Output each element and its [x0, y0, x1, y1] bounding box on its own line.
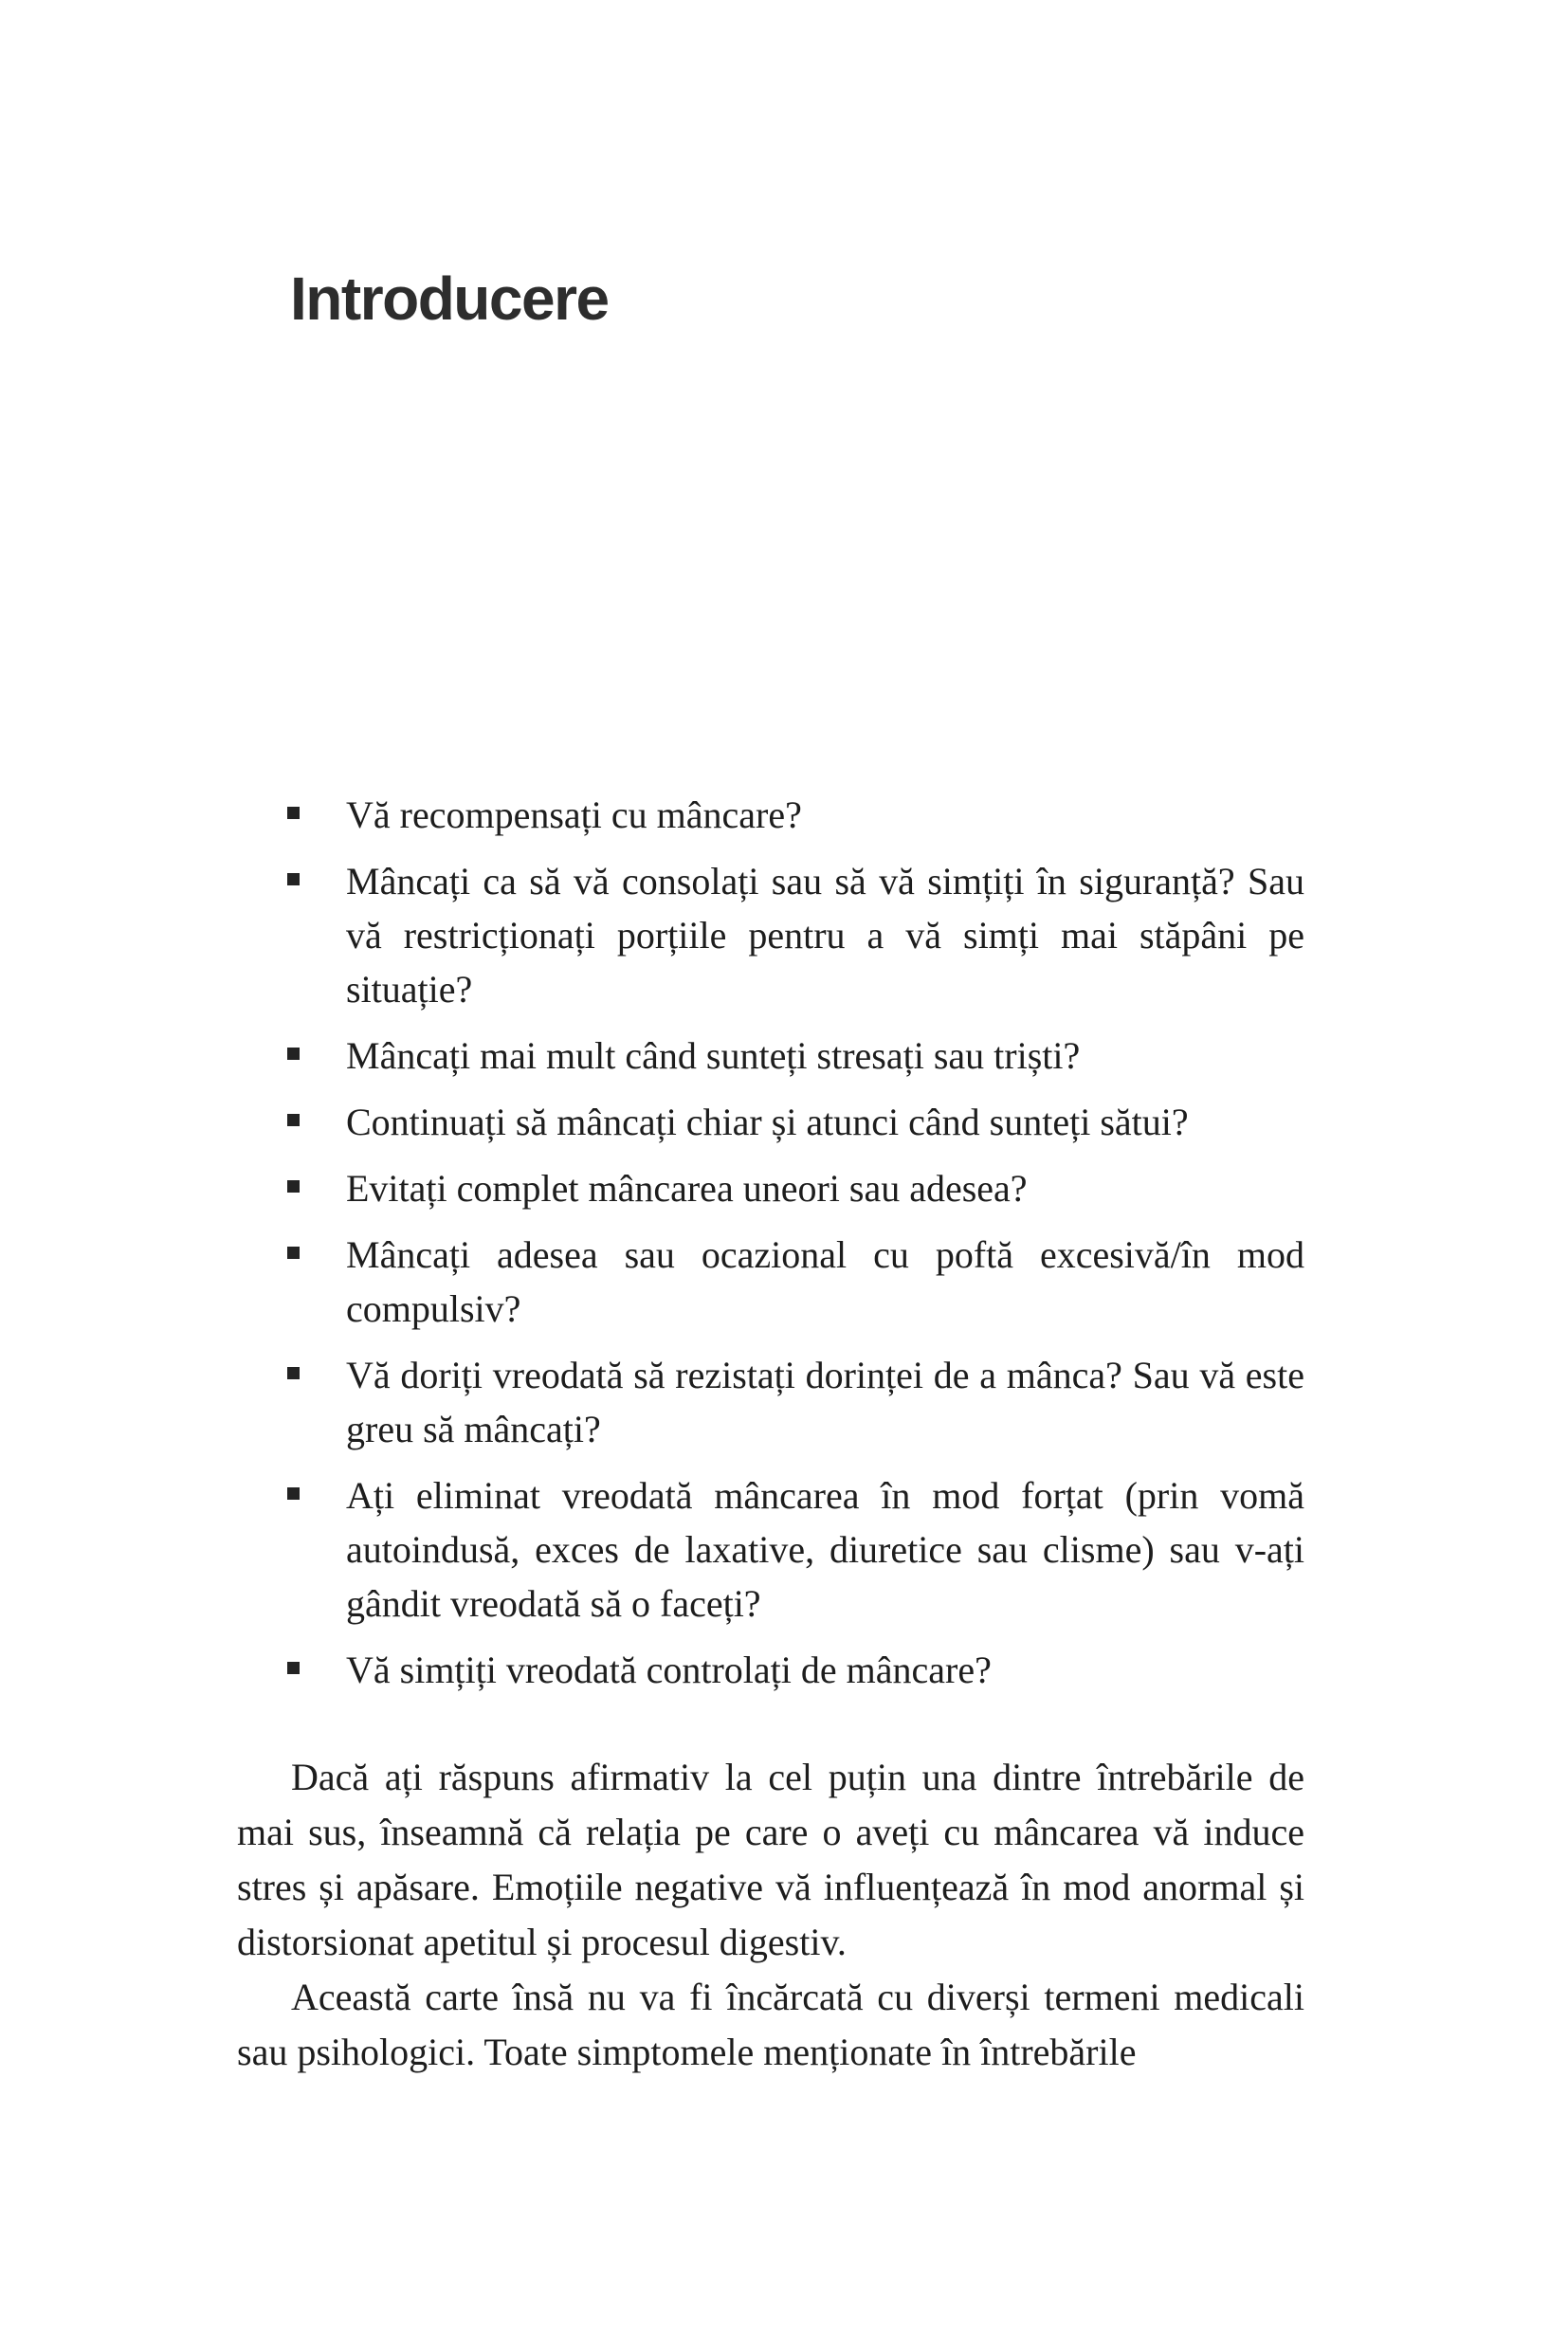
bullet-square-icon [287, 1662, 300, 1674]
list-item [237, 1161, 1304, 1215]
question-text: Evitați complet mâncarea uneori sau adesea? [346, 1167, 1028, 1210]
question-text: Mâncați mai mult când sunteți stresați sau triști? [346, 1034, 1081, 1077]
question-text: Vă doriți vreodată să rezistați dorinței de a mânca? Sau vă este greu să mâncați? [346, 1354, 1304, 1450]
list-item [237, 1095, 1304, 1149]
intro-paragraph-2: Această carte însă nu va fi încărcată cu diverși termeni medicali sau psihologici. Toate simptomele menționate în întrebările [237, 1976, 1304, 2073]
bullet-square-icon [287, 873, 300, 885]
question-text: Vă simțiți vreodată controlați de mâncare? [346, 1649, 992, 1691]
list-item [237, 1029, 1304, 1083]
question-text: Mâncați adesea sau ocazional cu poftă excesivă/în mod compulsiv? [346, 1233, 1304, 1330]
bullet-square-icon [287, 1487, 300, 1500]
bullet-square-icon [287, 1048, 300, 1060]
question-text: Vă recompensați cu mâncare? [346, 793, 802, 836]
page-title: Introducere [290, 264, 609, 333]
question-text: Continuați să mâncați chiar și atunci când sunteți sătui? [346, 1101, 1189, 1143]
question-list [237, 788, 1304, 1709]
list-item [237, 1228, 1304, 1336]
bullet-square-icon [287, 1114, 300, 1126]
bullet-square-icon [287, 1247, 300, 1259]
bullet-square-icon [287, 1180, 300, 1193]
question-text: Mâncați ca să vă consolați sau să vă simțiți în siguranță? Sau vă restricționați porțiile pentru a vă simți mai stăpâni pe situație? [346, 860, 1304, 1011]
intro-paragraph-1: Dacă ați răspuns afirmativ la cel puțin una dintre întrebările de mai sus, înseamnă că relația pe care o aveți cu mâncarea vă induce stres și apăsare. Emoțiile negative vă influențează în mod anormal și distorsionat apetitul și procesul digestiv. [237, 1756, 1304, 1963]
list-item [237, 1348, 1304, 1456]
list-item [237, 1643, 1304, 1697]
bullet-square-icon [287, 1367, 300, 1379]
list-item [237, 788, 1304, 842]
body-text-block [237, 1750, 1304, 2080]
question-text: Ați eliminat vreodată mâncarea în mod forțat (prin vomă autoindusă, exces de laxative, diuretice sau clisme) sau v-ați gândit vreodată să o faceți? [346, 1474, 1304, 1625]
bullet-square-icon [287, 807, 300, 819]
list-item [237, 854, 1304, 1016]
list-item [237, 1468, 1304, 1631]
